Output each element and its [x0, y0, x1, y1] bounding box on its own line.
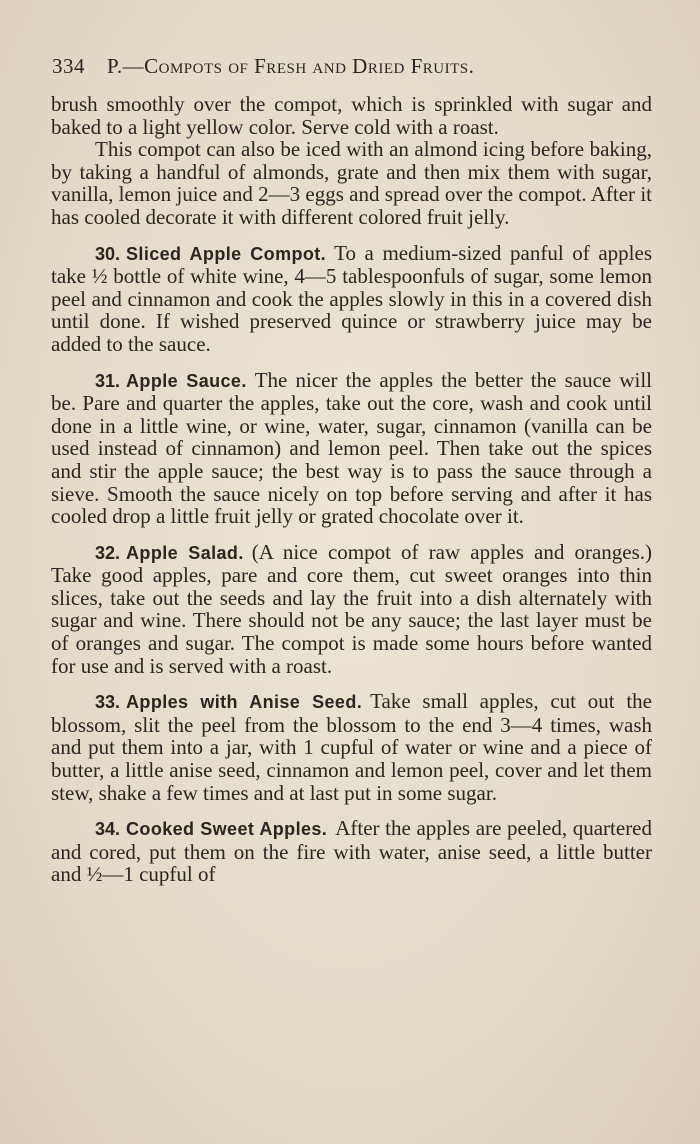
recipe-number: 30. [95, 243, 121, 264]
recipe-33 [51, 690, 652, 804]
recipe-30 [51, 242, 652, 356]
recipe-34 [51, 817, 652, 886]
recipe-title: Sliced Apple Compot. [126, 243, 327, 264]
recipe-number: 33. [95, 692, 121, 713]
recipe-number: 31. [95, 370, 121, 391]
recipe-text: To a medium-sized panful of apples take ½ bottle of white wine, 4—5 tablespoonfuls of sugar, some lemon peel and cinnamon and cook the apples slowly in this in a covered dish until done. If wished preserved quince or strawberry juice may be added to the sauce. [51, 240, 652, 356]
page-header [52, 54, 652, 79]
running-title: P.—Compots of Fresh and Dried Fruits. [107, 54, 475, 78]
recipe-text: The nicer the apples the better the sauce will be. Pare and quarter the apples, take out the core, wash and cook until done in a little wine, or wine, water, sugar, cinnamon (vanilla can be used instead of cinnamon) and lemon peel. Then take out the spices and stir the apple sauce; the best way is to pass the sauce through a sieve. Smooth the sauce nicely on top before serving and after it has cooled drop a little fruit jelly or grated chocolate over it. [51, 367, 652, 529]
recipe-title: Apple Sauce. [126, 370, 247, 391]
recipe-number: 32. [95, 542, 121, 563]
recipe-title: Cooked Sweet Apples. [126, 819, 328, 840]
recipe-text: (A nice compot of raw apples and oranges.) Take good apples, pare and core them, cut sweet oranges into thin slices, take out the seeds and lay the fruit into a dish alternately with sugar and wine. There should not be any sauce; the last layer must be of oranges and sugar. The compot is made some hours before wanted for use and is served with a roast. [51, 539, 652, 678]
recipe-31 [51, 369, 652, 528]
recipe-text: After the apples are peeled, quartered and cored, put them on the fire with water, anise seed, a little butter and ½—1 cupful of [51, 816, 653, 887]
recipe-text: Take small apples, cut out the blossom, slit the peel from the blossom to the end 3—4 times, wash and put them into a jar, with 1 cupful of water or wine and a piece of butter, a little anise seed, cinnamon and lemon peel, cover and let them stew, shake a few times and at last put in some sugar. [51, 689, 653, 805]
page-body [51, 93, 652, 886]
recipe-number: 34. [95, 819, 121, 840]
recipe-32 [51, 541, 652, 678]
page-number: 334 [52, 54, 85, 78]
paragraph: This compot can also be iced with an almond icing before baking, by taking a handful of almonds, grate and then mix them with sugar, vanilla, lemon juice and 2—3 eggs and spread over the compot. After it has cooled decorate it with different colored fruit jelly. [51, 137, 652, 229]
recipe-title: Apple Salad. [126, 542, 244, 563]
continued-paragraph: brush smoothly over the compot, which is sprinkled with sugar and baked to a light yellow color. Serve cold with a roast. [51, 92, 652, 139]
recipe-title: Apples with Anise Seed. [126, 692, 363, 713]
